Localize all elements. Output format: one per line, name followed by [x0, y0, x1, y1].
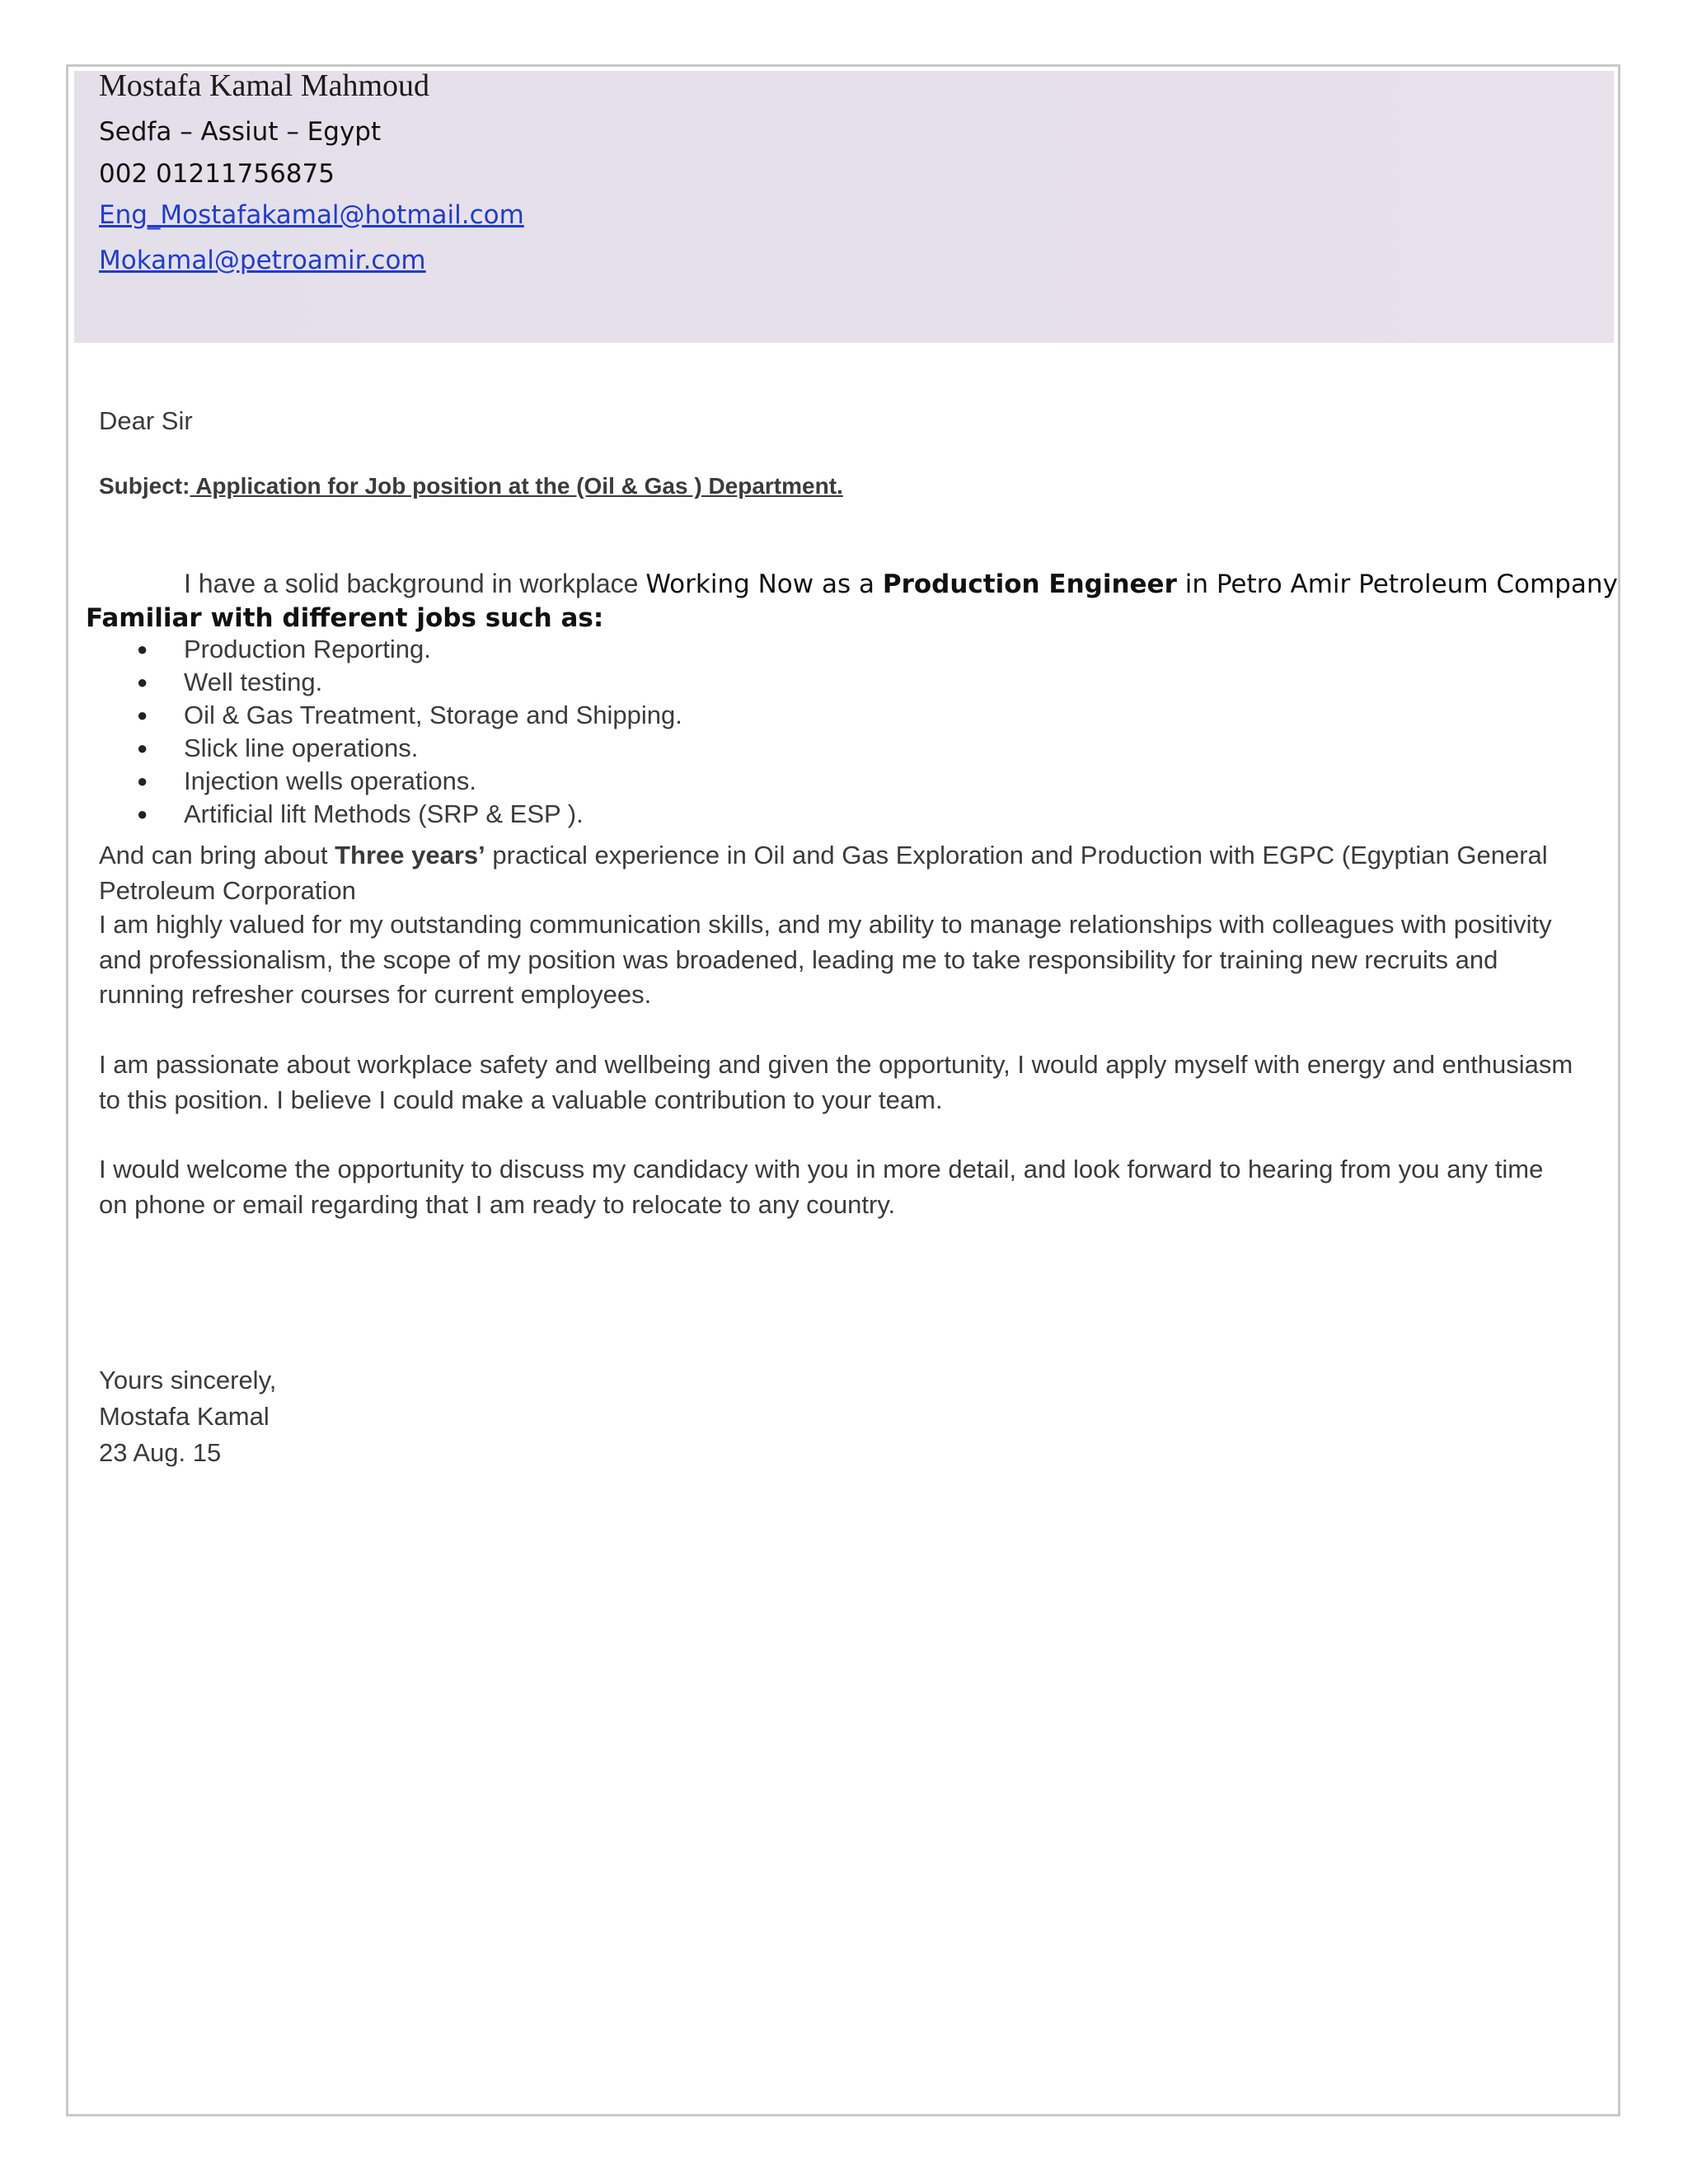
letter-date: 23 Aug. 15	[99, 1438, 222, 1467]
list-item: ● Well testing.	[99, 666, 1088, 699]
closing-salutation: Yours sincerely,	[99, 1366, 277, 1394]
list-item: ● Slick line operations.	[99, 732, 1088, 765]
greeting: Dear Sir	[99, 406, 193, 435]
intro-part1: I have a solid background in workplace	[184, 569, 646, 598]
sender-address: Sedfa – Assiut – Egypt	[99, 117, 382, 147]
intro-line	[184, 569, 1618, 599]
bullet-icon: ●	[137, 738, 148, 758]
list-item: ● Artificial lift Methods (SRP & ESP ).	[99, 798, 1088, 831]
experience-years: Three years’	[335, 841, 485, 869]
email-link-petroamir[interactable]: Mokamal@petroamir.com	[99, 246, 426, 275]
sender-name: Mostafa Kamal Mahmoud	[99, 68, 430, 103]
experience-paragraph: And can bring about Three years’ practical experience in Oil and Gas Exploration and Production with EGPC (Egyptian General Petroleum Corporation	[99, 841, 1548, 905]
safety-paragraph: I am passionate about workplace safety and wellbeing and given the opportunity, I would apply myself with energy and enthusiasm to this position. I believe I could make a valuable contribution to your team.	[99, 1050, 1573, 1114]
subject-label: Subject:	[99, 473, 190, 499]
valued-paragraph: I am highly valued for my outstanding communication skills, and my ability to manage relationships with colleagues with positivity and professionalism, the scope of my position was broadened, leading me to take responsibility for training new recruits and running refresher courses for current employees.	[99, 910, 1552, 1009]
sender-phone: 002 01211756875	[99, 159, 335, 189]
list-item: ● Injection wells operations.	[99, 765, 1088, 798]
subject-line	[99, 473, 843, 499]
intro-part2: Working Now as a	[645, 569, 883, 599]
intro-familiar-line: Familiar with different jobs such as:	[86, 603, 604, 633]
subject-text: Application for Job position at the (Oil & Gas ) Department.	[190, 473, 843, 499]
bullet-icon: ●	[137, 705, 148, 725]
bullet-icon: ●	[137, 639, 148, 659]
intro-role: Production Engineer	[882, 569, 1177, 599]
bullet-icon: ●	[137, 672, 148, 692]
bullet-icon: ●	[137, 771, 148, 791]
signature-name: Mostafa Kamal	[99, 1402, 270, 1431]
email-link-hotmail[interactable]: Eng_Mostafakamal@hotmail.com	[99, 200, 524, 230]
list-item: ● Oil & Gas Treatment, Storage and Shipping.	[99, 699, 1088, 732]
jobs-list	[99, 633, 1088, 831]
list-item: ● Production Reporting.	[99, 633, 1088, 666]
bullet-icon: ●	[137, 804, 148, 824]
welcome-paragraph: I would welcome the opportunity to discuss my candidacy with you in more detail, and look forward to hearing from you any time on phone or email regarding that I am ready to relocate to any country.	[99, 1155, 1544, 1219]
intro-part3: in Petro Amir Petroleum Company	[1176, 569, 1618, 599]
